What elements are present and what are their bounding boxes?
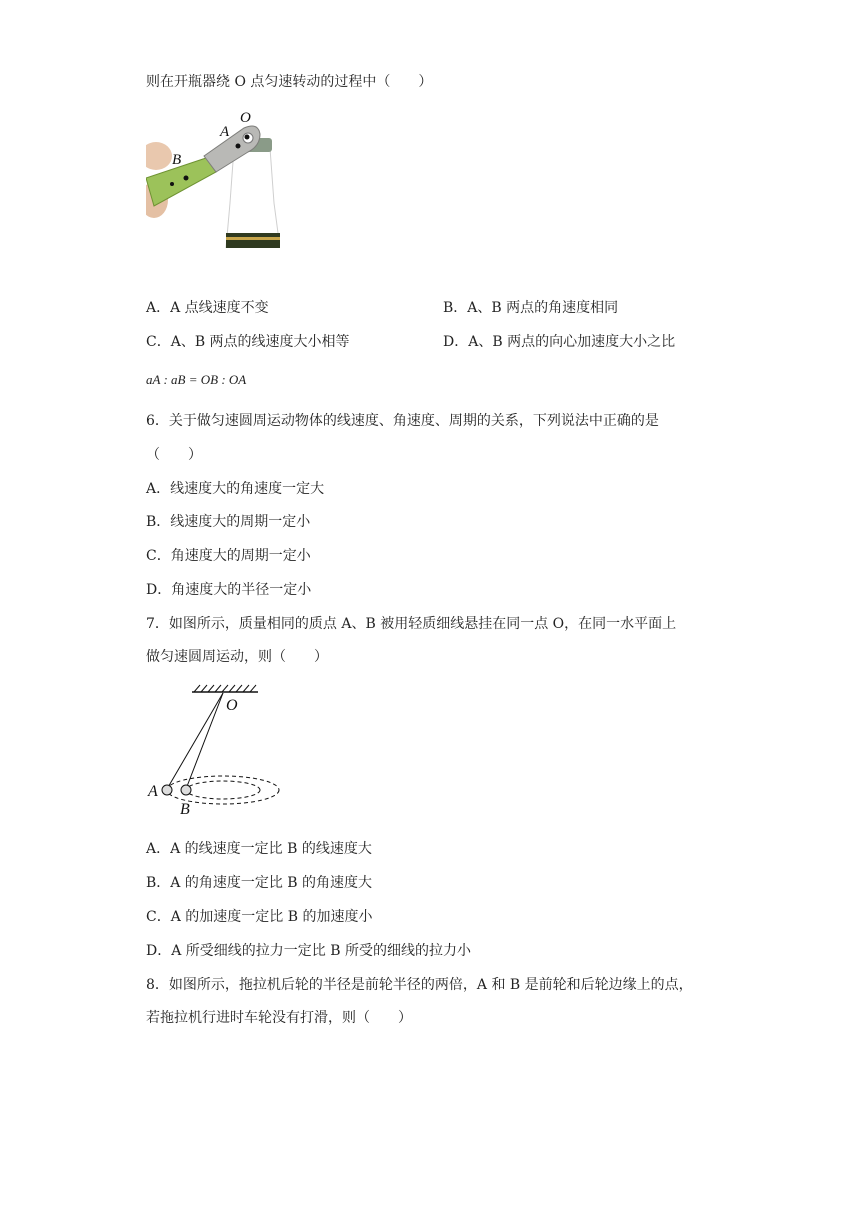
bottle-opener-figure	[146, 108, 280, 248]
q8-stem-line1: 8．如图所示，拖拉机后轮的半径是前轮半径的两倍，A 和 B 是前轮和后轮边缘上的点，	[146, 977, 693, 993]
point-a-dot	[236, 144, 241, 149]
q6-option-c: C．角速度大的周期一定小	[146, 548, 311, 564]
bottle-band	[226, 233, 280, 248]
q6-option-b: B．线速度大的周期一定小	[146, 514, 311, 530]
q6-stem-line2: （ ）	[146, 447, 202, 463]
ball-a	[162, 785, 172, 795]
orbit-b	[186, 781, 260, 799]
point-b-dot	[184, 176, 189, 181]
bottle-band-gold	[226, 237, 280, 240]
q5-option-c: C．A、B 两点的线速度大小相等	[146, 334, 350, 350]
string-a	[167, 693, 223, 789]
q5-option-d-formula: aA : aB = OB : OA	[146, 372, 247, 387]
label-b: B	[180, 801, 190, 818]
q6-option-a: A．线速度大的角速度一定大	[146, 481, 325, 497]
q7-option-a: A．A 的线速度一定比 B 的线速度大	[146, 841, 372, 857]
conical-pendulum-figure	[146, 680, 286, 820]
label-b: B	[172, 152, 182, 168]
string-b	[186, 693, 223, 789]
q7-option-d: D．A 所受细线的拉力一定比 B 所受的细线的拉力小	[146, 943, 471, 959]
q6-option-d: D．角速度大的半径一定小	[146, 582, 312, 598]
label-a: A	[148, 783, 158, 800]
q7-stem-line1: 7．如图所示，质量相同的质点 A、B 被用轻质细线悬挂在同一点 O，在同一水平面上	[146, 616, 677, 632]
ball-b	[181, 785, 191, 795]
label-o: O	[240, 110, 251, 126]
q5-option-a: A．A 点线速度不变	[146, 300, 269, 316]
q6-stem-line1: 6．关于做匀速圆周运动物体的线速度、角速度、周期的关系，下列说法中正确的是	[146, 413, 659, 429]
q5-option-b: B．A、B 两点的角速度相同	[443, 300, 619, 316]
q7-stem-line2: 做匀速圆周运动，则（ ）	[146, 649, 328, 665]
ceiling-hatch	[194, 685, 256, 692]
q8-stem-line2: 若拖拉机行进时车轮没有打滑，则（ ）	[146, 1010, 412, 1026]
point-o-dot	[245, 135, 250, 140]
q7-option-b: B．A 的角速度一定比 B 的角速度大	[146, 875, 373, 891]
label-a: A	[220, 124, 230, 140]
q7-option-c: C．A 的加速度一定比 B 的加速度小	[146, 909, 373, 925]
q5-option-d: D．A、B 两点的向心加速度大小之比	[443, 334, 676, 350]
q5-stem: 则在开瓶器绕 O 点匀速转动的过程中（ ）	[146, 74, 433, 90]
handle-dot	[170, 182, 174, 186]
label-o: O	[226, 697, 238, 714]
finger-shape	[146, 142, 172, 170]
